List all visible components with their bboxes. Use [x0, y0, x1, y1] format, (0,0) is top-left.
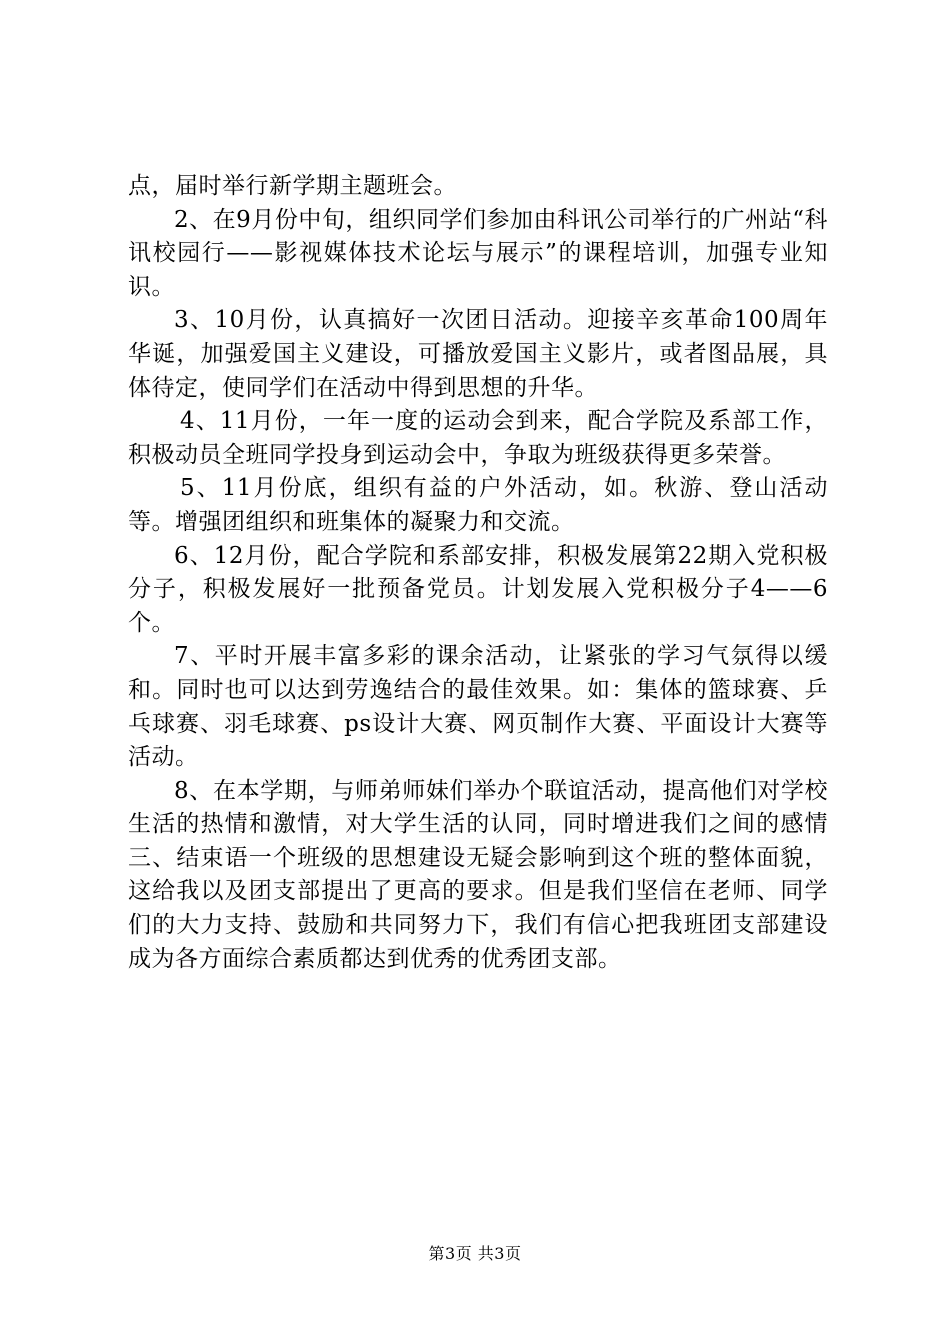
paragraph-item-7: 7、平时开展丰富多彩的课余活动，让紧张的学习气氛得以缓和。同时也可以达到劳逸结合的最佳效果。如：集体的篮球赛、乒乓球赛、羽毛球赛、ps设计大赛、网页制作大赛、平面设计大赛等活动。	[128, 643, 828, 771]
paragraph-item-2: 2、在9月份中旬，组织同学们参加由科讯公司举行的广州站“科讯校园行——影视媒体技术论坛与展示”的课程培训，加强专业知识。	[128, 206, 828, 300]
paragraph-item-4: 4、11月份，一年一度的运动会到来，配合学院及系部工作，积极动员全班同学投身到运动会中，争取为班级获得更多荣誉。	[128, 408, 828, 468]
paragraph-continuation: 点，届时举行新学期主题班会。	[128, 173, 457, 199]
document-body	[128, 170, 828, 976]
page-footer: 第3页 共3页	[428, 1244, 522, 1263]
paragraph-item-5: 5、11月份底，组织有益的户外活动，如。秋游、登山活动等。增强团组织和班集体的凝聚力和交流。	[128, 475, 828, 535]
paragraph-item-6: 6、12月份，配合学院和系部安排，积极发展第22期入党积极分子，积极发展好一批预备党员。计划发展入党积极分子4——6个。	[128, 542, 828, 636]
paragraph-item-3: 3、10月份，认真搞好一次团日活动。迎接辛亥革命100周年华诞，加强爱国主义建设，可播放爱国主义影片，或者图品展，具体待定，使同学们在活动中得到思想的升华。	[128, 307, 828, 401]
paragraph-item-8: 8、在本学期，与师弟师妹们举办个联谊活动，提高他们对学校生活的热情和激情，对大学生活的认同，同时增进我们之间的感情三、结束语一个班级的思想建设无疑会影响到这个班的整体面貌，这给我以及团支部提出了更高的要求。但是我们坚信在老师、同学们的大力支持、鼓励和共同努力下，我们有信心把我班团支部建设成为各方面综合素质都达到优秀的优秀团支部。	[128, 777, 828, 972]
